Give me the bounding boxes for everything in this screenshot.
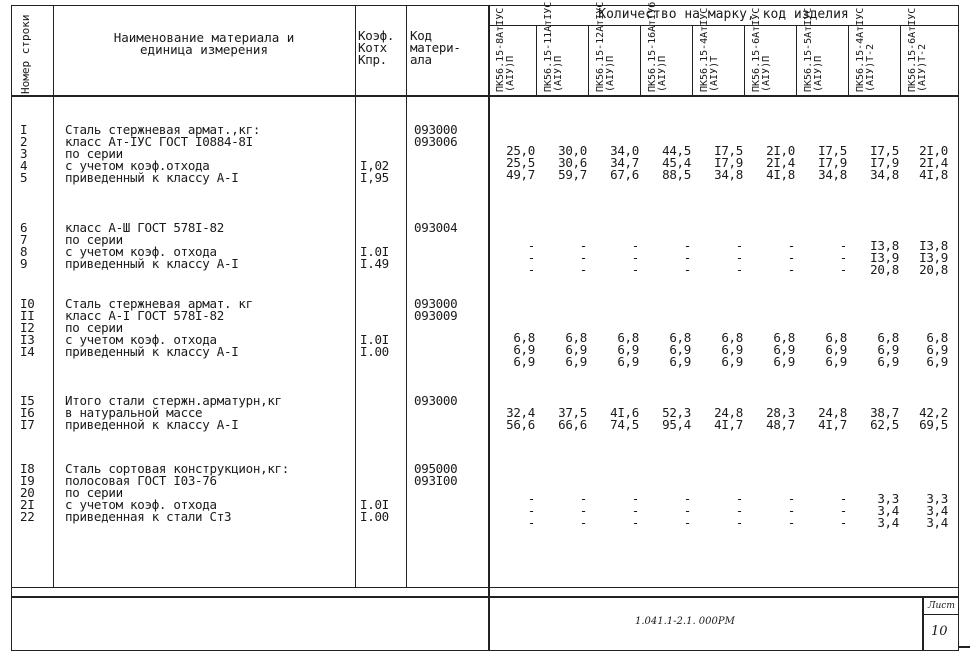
quantity-value: - — [631, 250, 639, 265]
quantity-value: 2I,4 — [919, 155, 948, 170]
quantity-value: 34,7 — [610, 155, 639, 170]
row-numbers: I5 I6 I7 — [20, 393, 35, 432]
quantity-value: - — [787, 262, 795, 277]
quantity-value: 30,6 — [558, 155, 587, 170]
product-header: ПК56.15-12АтIУС (АIУ)П — [595, 1, 616, 92]
quantity-value: - — [579, 515, 587, 530]
rule-header-bottom — [11, 95, 959, 97]
quantity-value: 6,8 — [877, 330, 899, 345]
quantity-value: 6,9 — [877, 354, 899, 369]
product-header: ПК56.15-16АтIУб (АIУ)П — [647, 1, 668, 92]
quantity-value: 3,4 — [926, 503, 948, 518]
coefficient — [360, 310, 389, 322]
quantity-value: 6,9 — [721, 354, 743, 369]
quantity-value: 6,9 — [926, 354, 948, 369]
quantity-value: 30,0 — [558, 143, 587, 158]
quantity-value: - — [579, 238, 587, 253]
rule-sub-8 — [900, 25, 901, 95]
material-names — [65, 124, 260, 184]
material-name: по серии — [65, 232, 123, 247]
quantity-value: - — [787, 515, 795, 530]
quantity-value: - — [839, 250, 847, 265]
quantity-value: 67,6 — [610, 167, 639, 182]
material-name: с учетом коэф. отхода — [65, 332, 217, 347]
quantity-value: - — [527, 491, 535, 506]
quantity-value: 34,8 — [818, 167, 847, 182]
coefficient — [360, 222, 389, 234]
quantity-value: 88,5 — [662, 167, 691, 182]
quantity-value: I7,9 — [870, 155, 899, 170]
coefficient: I.0I — [360, 332, 389, 347]
quantity-value: - — [787, 503, 795, 518]
quantity-value: - — [735, 238, 743, 253]
rule-stamp-sheet — [922, 614, 959, 615]
quantity-value: - — [631, 503, 639, 518]
coefficient: I,02 — [360, 158, 389, 173]
material-name: по серии — [65, 320, 123, 335]
coefficient — [360, 124, 389, 136]
quantity-value: - — [631, 238, 639, 253]
quantity-value: 6,9 — [565, 354, 587, 369]
quantity-value: 6,8 — [669, 330, 691, 345]
quantity-value: 3,4 — [877, 503, 899, 518]
quantity-value: 6,8 — [926, 330, 948, 345]
quantity-value: 2I,0 — [919, 143, 948, 158]
coefficient: I.49 — [360, 256, 389, 271]
quantity-value: - — [527, 238, 535, 253]
rule-sub-2 — [588, 25, 589, 95]
coefficient — [360, 475, 389, 487]
quantity-value: 4I,6 — [610, 405, 639, 420]
code-header: Код матери- ала — [410, 28, 461, 67]
quantity-value: 3,3 — [877, 491, 899, 506]
material-name: класс А-I ГОСТ 578I-82 — [65, 308, 224, 323]
material-code: 093000 — [414, 393, 458, 408]
material-name: с учетом коэф. отхода — [65, 244, 217, 259]
quantity-value: 6,9 — [825, 342, 847, 357]
edge-mark — [958, 646, 970, 648]
quantity-value: 37,5 — [558, 405, 587, 420]
material-name: приведенной к классу А-I — [65, 417, 239, 432]
quantity-value: - — [735, 503, 743, 518]
material-name: в натуральной массе — [65, 405, 203, 420]
rule-sub-1 — [536, 25, 537, 95]
quantity-value: - — [579, 262, 587, 277]
quantity-value: 6,8 — [513, 330, 535, 345]
material-code: 093006 — [414, 134, 458, 149]
quantity-value: I7,9 — [714, 155, 743, 170]
coefficient: I.00 — [360, 344, 389, 359]
quantity-value: - — [683, 491, 691, 506]
quantity-value: 6,9 — [773, 342, 795, 357]
coefficient: I,95 — [360, 170, 389, 185]
product-header: ПК56.15-4АтIУС (АIУ)Т-2 — [855, 7, 876, 92]
quantity-value: 32,4 — [506, 405, 535, 420]
material-name: полосовая ГОСТ I03-76 — [65, 473, 217, 488]
quantity-value: I7,5 — [818, 143, 847, 158]
quantity-value: I7,5 — [870, 143, 899, 158]
coefficients — [360, 124, 389, 184]
material-name: с учетом коэф.отхода — [65, 158, 210, 173]
material-names — [65, 222, 238, 270]
material-names — [65, 395, 282, 431]
quantity-value: 42,2 — [919, 405, 948, 420]
coefficients — [360, 298, 389, 358]
quantity-value: - — [683, 262, 691, 277]
quantity-value: 3,4 — [877, 515, 899, 530]
material-name: Итого стали стержн.арматурн,кг — [65, 393, 282, 408]
material-codes — [414, 395, 457, 407]
material-name: приведенный к классу А-I — [65, 170, 239, 185]
quantity-value: - — [735, 491, 743, 506]
quantity-value: - — [683, 503, 691, 518]
product-header: ПК56.15-6АтIУС (АIУ)Т-2 — [907, 7, 928, 92]
product-header: ПК56.15-5АтIУС (АIУ)П — [803, 7, 824, 92]
quantity-value: - — [735, 250, 743, 265]
quantity-value: 38,7 — [870, 405, 899, 420]
material-codes — [414, 463, 457, 487]
material-codes — [414, 222, 457, 234]
product-header: ПК56.15-4АтIУС (АIУ)Т — [699, 7, 720, 92]
sheet-label: Лист — [928, 601, 955, 611]
material-codes — [414, 298, 457, 322]
coefficient: I.0I — [360, 244, 389, 259]
rule-sub-5 — [744, 25, 745, 95]
quantity-value: 6,8 — [825, 330, 847, 345]
rule-stamp-right — [922, 596, 924, 651]
coefficient — [360, 298, 389, 310]
product-header: ПК56.15-6АтIУС (АIУ)П — [751, 7, 772, 92]
quantity-value: 2I,0 — [766, 143, 795, 158]
material-name: приведенный к классу А-I — [65, 344, 239, 359]
rule-col-row — [53, 5, 54, 587]
quantity-value: - — [631, 515, 639, 530]
quantity-value: 6,9 — [877, 342, 899, 357]
quantity-value: 6,9 — [669, 354, 691, 369]
material-code: 093000 — [414, 296, 458, 311]
coefficient — [360, 463, 389, 475]
quantity-value: 24,8 — [714, 405, 743, 420]
quantity-value: 6,9 — [617, 354, 639, 369]
quantity-value: - — [787, 491, 795, 506]
material-name: по серии — [65, 146, 123, 161]
quantity-value: 52,3 — [662, 405, 691, 420]
quantity-value: 34,8 — [714, 167, 743, 182]
quantity-value: 28,3 — [766, 405, 795, 420]
quantity-value: I3,8 — [919, 238, 948, 253]
quantity-value: 95,4 — [662, 417, 691, 432]
quantity-value: I7,5 — [714, 143, 743, 158]
rule-sub-6 — [796, 25, 797, 95]
material-name: приведенная к стали Ст3 — [65, 509, 232, 524]
quantity-value: 45,4 — [662, 155, 691, 170]
row-numbers: I 2 3 4 5 — [20, 122, 28, 185]
material-header: Наименование материала и единица измерения — [113, 30, 295, 57]
quantity-value: - — [527, 262, 535, 277]
quantity-value: 6,9 — [926, 342, 948, 357]
product-header: ПК56.15-8АтIУС (АIУ)П — [495, 7, 516, 92]
quantity-value: 24,8 — [818, 405, 847, 420]
product-header: ПК56.15-11АтIУС (АIУ)П — [543, 1, 564, 92]
quantity-value: 48,7 — [766, 417, 795, 432]
quantity-value: 6,9 — [669, 342, 691, 357]
quantity-value: - — [839, 503, 847, 518]
quantity-value: I3,9 — [919, 250, 948, 265]
quantity-value: 66,6 — [558, 417, 587, 432]
quantity-value: - — [839, 515, 847, 530]
row-numbers: 6 7 8 9 — [20, 220, 28, 271]
material-name: приведенный к классу А-I — [65, 256, 239, 271]
quantity-value: 6,8 — [721, 330, 743, 345]
quantity-value: - — [527, 250, 535, 265]
material-name: класс А-Ш ГОСТ 578I-82 — [65, 220, 224, 235]
rule-col-name — [355, 5, 356, 587]
quantity-value: 6,8 — [773, 330, 795, 345]
material-name: класс Ат-IУС ГОСТ I0884-8I — [65, 134, 253, 149]
rule-body-bottom — [11, 587, 959, 588]
material-code: 093000 — [414, 122, 458, 137]
quantity-value: 3,4 — [926, 515, 948, 530]
quantity-value: 20,8 — [919, 262, 948, 277]
quantity-value: - — [787, 238, 795, 253]
row-numbers: I8 I9 20 2I 22 — [20, 461, 35, 524]
rule-stamp-top — [11, 596, 959, 598]
quantity-value: - — [527, 515, 535, 530]
quantity-value: I3,9 — [870, 250, 899, 265]
quantity-value: 3,3 — [926, 491, 948, 506]
quantity-value: - — [579, 250, 587, 265]
material-names — [65, 298, 253, 358]
quantity-value: - — [631, 491, 639, 506]
quantity-value: - — [839, 262, 847, 277]
quantity-value: 6,9 — [513, 354, 535, 369]
sheet-number: 10 — [931, 624, 948, 639]
quantity-value: 4I,8 — [766, 167, 795, 182]
quantity-value: I3,8 — [870, 238, 899, 253]
material-name: Сталь сортовая конструкцион,кг: — [65, 461, 289, 476]
quantity-value: - — [527, 503, 535, 518]
quantity-value: 56,6 — [506, 417, 535, 432]
quantity-value: 59,7 — [558, 167, 587, 182]
quantity-value: 6,9 — [513, 342, 535, 357]
coefficient: I.00 — [360, 509, 389, 524]
material-code: 093009 — [414, 308, 458, 323]
quantity-header: Количество на марку, код изделия — [598, 7, 849, 22]
quantity-value: - — [579, 503, 587, 518]
quantity-value: - — [839, 491, 847, 506]
quantity-value: 69,5 — [919, 417, 948, 432]
quantity-value: 4I,7 — [818, 417, 847, 432]
rule-sub-7 — [848, 25, 849, 95]
material-name: Сталь стержневая армат. кг — [65, 296, 253, 311]
coefficients — [360, 463, 389, 523]
quantity-value: 6,9 — [773, 354, 795, 369]
document-code: 1.041.1-2.1. 000PМ — [635, 616, 735, 627]
material-code: 093I00 — [414, 473, 458, 488]
quantity-value: - — [787, 250, 795, 265]
quantity-value: I7,9 — [818, 155, 847, 170]
quantity-value: 25,0 — [506, 143, 535, 158]
material-names — [65, 463, 289, 523]
material-name: по серии — [65, 485, 123, 500]
quantity-value: 20,8 — [870, 262, 899, 277]
rule-sub-4 — [692, 25, 693, 95]
coefficient — [360, 136, 389, 148]
rule-col-code — [488, 5, 490, 651]
rule-col-coef — [406, 5, 407, 587]
quantity-value: 4I,7 — [714, 417, 743, 432]
quantity-value: 44,5 — [662, 143, 691, 158]
quantity-value: 62,5 — [870, 417, 899, 432]
quantity-value: 34,8 — [870, 167, 899, 182]
quantity-value: 6,9 — [565, 342, 587, 357]
row-numbers: I0 II I2 I3 I4 — [20, 296, 35, 359]
quantity-value: - — [735, 515, 743, 530]
quantity-value: - — [631, 262, 639, 277]
quantity-value: 2I,4 — [766, 155, 795, 170]
quantity-value: 34,0 — [610, 143, 639, 158]
material-name: Сталь стержневая армат.,кг: — [65, 122, 261, 137]
quantity-value: 4I,8 — [919, 167, 948, 182]
material-name: с учетом коэф. отхода — [65, 497, 217, 512]
quantity-value: 25,5 — [506, 155, 535, 170]
coef-header: Коэф. Котх Кпр. — [358, 28, 395, 67]
quantity-value: - — [683, 238, 691, 253]
quantity-value: - — [579, 491, 587, 506]
coefficient: I.0I — [360, 497, 389, 512]
quantity-value: - — [683, 515, 691, 530]
quantity-value: 6,8 — [617, 330, 639, 345]
quantity-value: 74,5 — [610, 417, 639, 432]
quantity-value: 6,9 — [617, 342, 639, 357]
quantity-value: - — [683, 250, 691, 265]
quantity-value: 6,9 — [721, 342, 743, 357]
quantity-value: 6,9 — [825, 354, 847, 369]
material-code: 093004 — [414, 220, 458, 235]
quantity-value: 49,7 — [506, 167, 535, 182]
quantity-value: - — [735, 262, 743, 277]
rule-sub-3 — [640, 25, 641, 95]
material-code: 095000 — [414, 461, 458, 476]
material-codes — [414, 124, 457, 148]
row-number-header: Номер строки — [19, 14, 32, 94]
quantity-value: 6,8 — [565, 330, 587, 345]
quantity-value: - — [839, 238, 847, 253]
coefficients — [360, 222, 389, 270]
